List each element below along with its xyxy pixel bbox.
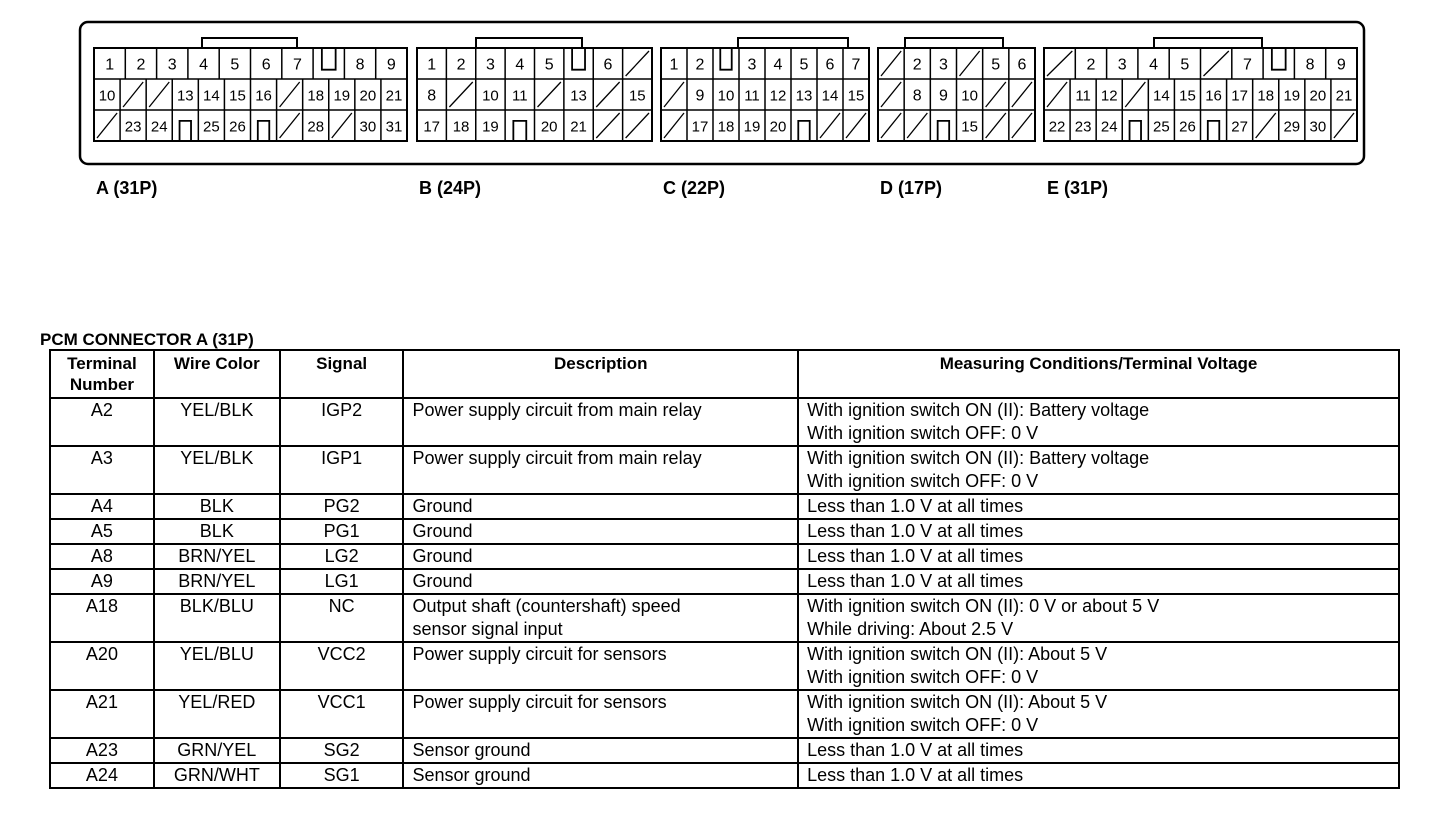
empty-terminal-slash: [149, 82, 169, 107]
terminal-number: 6: [1017, 56, 1027, 74]
terminal-cell: [50, 763, 154, 788]
terminal-number: 6: [603, 56, 613, 74]
terminal-number: 17: [423, 118, 441, 136]
empty-terminal-slash: [596, 82, 619, 107]
terminal-number: 10: [961, 87, 978, 105]
empty-terminal-slash: [820, 113, 840, 138]
terminal-cell: [50, 594, 154, 642]
signal-cell: [280, 398, 404, 446]
cell-text: GRN/YEL: [177, 740, 257, 760]
terminal-number: 17: [1231, 87, 1248, 105]
cell-text: Sensor ground: [412, 765, 531, 785]
connector-key-tab: [202, 38, 297, 48]
terminal-number: 23: [124, 118, 142, 136]
empty-terminal-slash: [1256, 113, 1276, 138]
conditions-cell: [798, 690, 1399, 738]
conditions-cell: [798, 446, 1399, 494]
cell-text: A8: [90, 546, 113, 566]
terminal-number: 19: [482, 118, 499, 136]
table-header-row: [50, 350, 1399, 398]
terminal-number: 3: [1117, 56, 1127, 74]
cell-text: PG2: [323, 496, 360, 516]
table-row: [50, 398, 1399, 446]
terminal-number: 22: [1048, 118, 1066, 136]
connector-label-c: C (22P): [663, 178, 726, 198]
empty-terminal-slash: [1125, 82, 1145, 107]
empty-terminal-slash: [332, 113, 352, 138]
connector-label-d: D (17P): [880, 178, 943, 198]
empty-terminal-slash: [664, 82, 684, 107]
connector-key-tab: [905, 38, 1003, 48]
terminal-number: 5: [1180, 56, 1190, 74]
terminal-number: 14: [821, 87, 839, 105]
empty-terminal-slash: [280, 82, 300, 107]
cell-text: With ignition switch OFF: 0 V: [807, 667, 1039, 687]
cell-text: Power supply circuit for sensors: [412, 692, 667, 712]
wire-color-cell: [154, 569, 280, 594]
terminal-number: 13: [570, 87, 587, 105]
connector-notch: [180, 121, 191, 141]
terminal-number: 13: [176, 87, 194, 105]
wire-color-cell: [154, 738, 280, 763]
terminal-number: 9: [386, 56, 396, 74]
terminal-number: 20: [359, 87, 377, 105]
signal-cell: [280, 519, 404, 544]
connector-notch: [1130, 121, 1141, 141]
conditions-cell: [798, 642, 1399, 690]
header-signal: Signal: [280, 350, 404, 398]
cell-text: A3: [90, 448, 113, 468]
description-cell: [403, 446, 798, 494]
terminal-cell: [50, 738, 154, 763]
cell-text: BRN/YEL: [178, 571, 256, 591]
conditions-cell: [798, 398, 1399, 446]
terminal-number: 5: [799, 56, 809, 74]
cell-text: BLK: [199, 496, 234, 516]
cell-text: A23: [85, 740, 118, 760]
terminal-number: 1: [105, 56, 115, 74]
cell-text: VCC1: [317, 692, 366, 712]
description-cell: [403, 569, 798, 594]
terminal-number: 14: [203, 87, 220, 105]
terminal-number: 11: [1075, 87, 1091, 105]
terminal-number: 4: [773, 56, 783, 74]
terminal-number: 11: [512, 87, 528, 105]
empty-terminal-slash: [626, 51, 649, 76]
terminal-number: 15: [1179, 87, 1196, 105]
table-row: [50, 763, 1399, 788]
terminal-number: 12: [769, 87, 787, 105]
cell-text: With ignition switch OFF: 0 V: [807, 471, 1039, 491]
terminal-cell: [50, 446, 154, 494]
terminal-number: 24: [150, 118, 168, 136]
connector-notch: [720, 48, 731, 70]
cell-text: Ground: [412, 546, 473, 566]
cell-text: IGP2: [321, 400, 363, 420]
terminal-number: 6: [825, 56, 835, 74]
terminal-number: 21: [570, 118, 587, 136]
cell-text: SG2: [323, 740, 360, 760]
empty-terminal-slash: [538, 82, 561, 107]
connector-b: [417, 38, 652, 141]
connector-notch: [798, 121, 809, 141]
conditions-cell: [798, 763, 1399, 788]
terminal-number: 10: [98, 87, 116, 105]
connector-notch: [1208, 121, 1219, 141]
terminal-number: 1: [427, 56, 437, 74]
cell-text: With ignition switch ON (II): About 5 V: [807, 692, 1108, 712]
terminal-number: 10: [717, 87, 735, 105]
empty-terminal-slash: [986, 82, 1006, 107]
cell-text: BLK: [199, 521, 234, 541]
table-title: PCM CONNECTOR A (31P): [40, 330, 254, 349]
terminal-number: 1: [669, 56, 679, 74]
conditions-cell: [798, 594, 1399, 642]
terminal-number: 29: [1283, 118, 1301, 136]
connector-c: [661, 38, 869, 141]
terminal-number: 3: [485, 56, 495, 74]
terminal-number: 9: [1336, 56, 1346, 74]
cell-text: IGP1: [321, 448, 363, 468]
terminal-number: 3: [938, 56, 948, 74]
cell-text: While driving: About 2.5 V: [807, 619, 1014, 639]
terminal-cell: [50, 519, 154, 544]
cell-text: A2: [90, 400, 113, 420]
terminal-number: 27: [1231, 118, 1248, 136]
terminal-number: 4: [199, 56, 209, 74]
cell-text: YEL/RED: [178, 692, 256, 712]
empty-terminal-slash: [1012, 82, 1032, 107]
terminal-number: 19: [1283, 87, 1301, 105]
terminal-number: 18: [1257, 87, 1275, 105]
empty-terminal-slash: [449, 82, 472, 107]
header-description: Description: [403, 350, 798, 398]
terminal-number: 19: [743, 118, 761, 136]
table-row: [50, 569, 1399, 594]
terminal-number: 24: [1100, 118, 1118, 136]
cell-text: BLK/BLU: [179, 596, 254, 616]
cell-text: LG2: [324, 546, 359, 566]
terminal-number: 28: [307, 118, 325, 136]
terminal-number: 31: [385, 118, 403, 136]
connector-key-tab: [738, 38, 848, 48]
cell-text: A4: [90, 496, 113, 516]
cell-text: YEL/BLK: [180, 448, 254, 468]
connector-notch: [572, 48, 585, 70]
cell-text: Less than 1.0 V at all times: [807, 740, 1024, 760]
terminal-number: 25: [203, 118, 220, 136]
terminal-number: 8: [355, 56, 365, 74]
header-wire-color: Wire Color: [154, 350, 280, 398]
empty-terminal-slash: [960, 51, 980, 76]
empty-terminal-slash: [846, 113, 866, 138]
empty-terminal-slash: [1047, 82, 1067, 107]
terminal-number: 18: [452, 118, 470, 136]
terminal-number: 9: [938, 87, 948, 105]
terminal-number: 3: [167, 56, 177, 74]
terminal-number: 14: [1153, 87, 1170, 105]
wire-color-cell: [154, 446, 280, 494]
empty-terminal-slash: [986, 113, 1006, 138]
terminal-number: 4: [515, 56, 525, 74]
empty-terminal-slash: [1047, 51, 1072, 76]
empty-terminal-slash: [907, 113, 927, 138]
cell-text: SG1: [323, 765, 360, 785]
signal-cell: [280, 763, 404, 788]
wire-color-cell: [154, 398, 280, 446]
empty-terminal-slash: [1334, 113, 1354, 138]
wire-color-cell: [154, 690, 280, 738]
terminal-cell: [50, 398, 154, 446]
cell-text: Ground: [412, 496, 473, 516]
terminal-cell: [50, 494, 154, 519]
connector-notch: [1272, 48, 1286, 70]
table-row: [50, 738, 1399, 763]
signal-cell: [280, 642, 404, 690]
empty-terminal-slash: [881, 113, 901, 138]
cell-text: A5: [90, 521, 113, 541]
connector-notch: [258, 121, 269, 141]
cell-text: BRN/YEL: [178, 546, 256, 566]
connector-notch: [938, 121, 950, 141]
conditions-cell: [798, 519, 1399, 544]
cell-text: GRN/WHT: [173, 765, 260, 785]
empty-terminal-slash: [1012, 113, 1032, 138]
terminal-number: 9: [695, 87, 705, 105]
terminal-number: 5: [544, 56, 554, 74]
conditions-cell: [798, 569, 1399, 594]
description-cell: [403, 519, 798, 544]
cell-text: Sensor ground: [412, 740, 531, 760]
terminal-number: 12: [1100, 87, 1118, 105]
terminal-number: 2: [912, 56, 922, 74]
terminal-number: 11: [744, 87, 760, 105]
wire-color-cell: [154, 494, 280, 519]
description-cell: [403, 594, 798, 642]
empty-terminal-slash: [1204, 51, 1229, 76]
terminal-number: 15: [847, 87, 865, 105]
connector-notch: [513, 121, 526, 141]
cell-text: With ignition switch OFF: 0 V: [807, 715, 1039, 735]
cell-text: With ignition switch ON (II): Battery voltage: [807, 448, 1150, 468]
description-cell: [403, 690, 798, 738]
terminal-number: 30: [359, 118, 377, 136]
signal-cell: [280, 594, 404, 642]
connector-label-e: E (31P): [1047, 178, 1109, 198]
terminal-cell: [50, 544, 154, 569]
cell-text: Power supply circuit from main relay: [412, 400, 702, 420]
connector-label-a: A (31P): [96, 178, 158, 198]
terminal-number: 26: [1179, 118, 1196, 136]
header-terminal-number: Terminal Number: [50, 350, 154, 398]
table-row: [50, 494, 1399, 519]
description-cell: [403, 642, 798, 690]
terminal-number: 15: [628, 87, 646, 105]
cell-text: YEL/BLK: [180, 400, 254, 420]
terminal-number: 7: [1242, 56, 1252, 74]
cell-text: Less than 1.0 V at all times: [807, 521, 1024, 541]
description-cell: [403, 398, 798, 446]
terminal-number: 5: [230, 56, 240, 74]
terminal-number: 20: [1309, 87, 1327, 105]
cell-text: A24: [85, 765, 118, 785]
connector-notch: [322, 48, 336, 70]
wire-color-cell: [154, 519, 280, 544]
pcm-connector-diagram: [0, 0, 1456, 210]
terminal-number: 23: [1074, 118, 1092, 136]
cell-text: Less than 1.0 V at all times: [807, 765, 1024, 785]
cell-text: Less than 1.0 V at all times: [807, 571, 1024, 591]
signal-cell: [280, 569, 404, 594]
empty-terminal-slash: [881, 51, 901, 76]
signal-cell: [280, 738, 404, 763]
cell-text: Ground: [412, 521, 473, 541]
terminal-number: 16: [1205, 87, 1222, 105]
signal-cell: [280, 494, 404, 519]
terminal-table: [49, 349, 1400, 789]
cell-text: PG1: [323, 521, 360, 541]
terminal-number: 4: [1149, 56, 1159, 74]
terminal-number: 17: [691, 118, 709, 136]
cell-text: Power supply circuit from main relay: [412, 448, 702, 468]
terminal-number: 7: [292, 56, 302, 74]
terminal-number: 18: [307, 87, 325, 105]
signal-cell: [280, 544, 404, 569]
cell-text: With ignition switch OFF: 0 V: [807, 423, 1039, 443]
terminal-number: 8: [427, 87, 437, 105]
terminal-number: 26: [229, 118, 246, 136]
terminal-number: 15: [229, 87, 246, 105]
conditions-cell: [798, 544, 1399, 569]
empty-terminal-slash: [97, 113, 117, 138]
terminal-number: 30: [1309, 118, 1327, 136]
conditions-cell: [798, 738, 1399, 763]
connector-a: [94, 38, 407, 141]
cell-text: Ground: [412, 571, 473, 591]
terminal-number: 8: [1305, 56, 1315, 74]
table-row: [50, 446, 1399, 494]
cell-text: A20: [85, 644, 118, 664]
empty-terminal-slash: [596, 113, 619, 138]
signal-cell: [280, 446, 404, 494]
empty-terminal-slash: [280, 113, 300, 138]
terminal-number: 20: [769, 118, 787, 136]
terminal-number: 2: [136, 56, 146, 74]
cell-text: LG1: [324, 571, 359, 591]
terminal-number: 19: [333, 87, 351, 105]
table-row: [50, 690, 1399, 738]
terminal-number: 21: [385, 87, 403, 105]
cell-text: With ignition switch ON (II): Battery voltage: [807, 400, 1150, 420]
cell-text: Output shaft (countershaft) speed: [412, 596, 681, 616]
table-row: [50, 519, 1399, 544]
cell-text: Less than 1.0 V at all times: [807, 546, 1024, 566]
terminal-cell: [50, 569, 154, 594]
terminal-number: 20: [540, 118, 558, 136]
connector-key-tab: [476, 38, 582, 48]
terminal-number: 2: [695, 56, 705, 74]
empty-terminal-slash: [881, 82, 901, 107]
cell-text: A18: [85, 596, 118, 616]
cell-text: NC: [328, 596, 355, 616]
wire-color-cell: [154, 642, 280, 690]
connector-label-b: B (24P): [419, 178, 482, 198]
terminal-number: 8: [912, 87, 922, 105]
cell-text: YEL/BLU: [179, 644, 254, 664]
header-measuring-conditions: Measuring Conditions/Terminal Voltage: [798, 350, 1399, 398]
cell-text: Power supply circuit for sensors: [412, 644, 667, 664]
terminal-number: 25: [1153, 118, 1170, 136]
conditions-cell: [798, 494, 1399, 519]
empty-terminal-slash: [123, 82, 143, 107]
terminal-number: 13: [795, 87, 813, 105]
terminal-number: 10: [482, 87, 499, 105]
terminal-number: 21: [1335, 87, 1353, 105]
terminal-number: 15: [961, 118, 978, 136]
signal-cell: [280, 690, 404, 738]
terminal-number: 16: [255, 87, 272, 105]
terminal-cell: [50, 690, 154, 738]
empty-terminal-slash: [664, 113, 684, 138]
description-cell: [403, 494, 798, 519]
cell-text: With ignition switch ON (II): 0 V or about 5 V: [807, 596, 1160, 616]
cell-text: sensor signal input: [412, 619, 563, 639]
description-cell: [403, 763, 798, 788]
cell-text: A21: [85, 692, 118, 712]
terminal-number: 6: [261, 56, 271, 74]
cell-text: With ignition switch ON (II): About 5 V: [807, 644, 1108, 664]
wire-color-cell: [154, 544, 280, 569]
description-cell: [403, 738, 798, 763]
connector-d: [878, 38, 1035, 141]
terminal-number: 2: [456, 56, 466, 74]
table-row: [50, 642, 1399, 690]
terminal-cell: [50, 642, 154, 690]
terminal-number: 5: [991, 56, 1001, 74]
cell-text: VCC2: [317, 644, 366, 664]
connector-key-tab: [1154, 38, 1262, 48]
cell-text: A9: [90, 571, 113, 591]
cell-text: Less than 1.0 V at all times: [807, 496, 1024, 516]
empty-terminal-slash: [626, 113, 649, 138]
wire-color-cell: [154, 594, 280, 642]
terminal-number: 18: [717, 118, 735, 136]
description-cell: [403, 544, 798, 569]
connector-e: [1044, 38, 1357, 141]
table-row: [50, 594, 1399, 642]
table-row: [50, 544, 1399, 569]
wire-color-cell: [154, 763, 280, 788]
terminal-number: 7: [851, 56, 861, 74]
terminal-number: 2: [1086, 56, 1096, 74]
terminal-number: 3: [747, 56, 757, 74]
